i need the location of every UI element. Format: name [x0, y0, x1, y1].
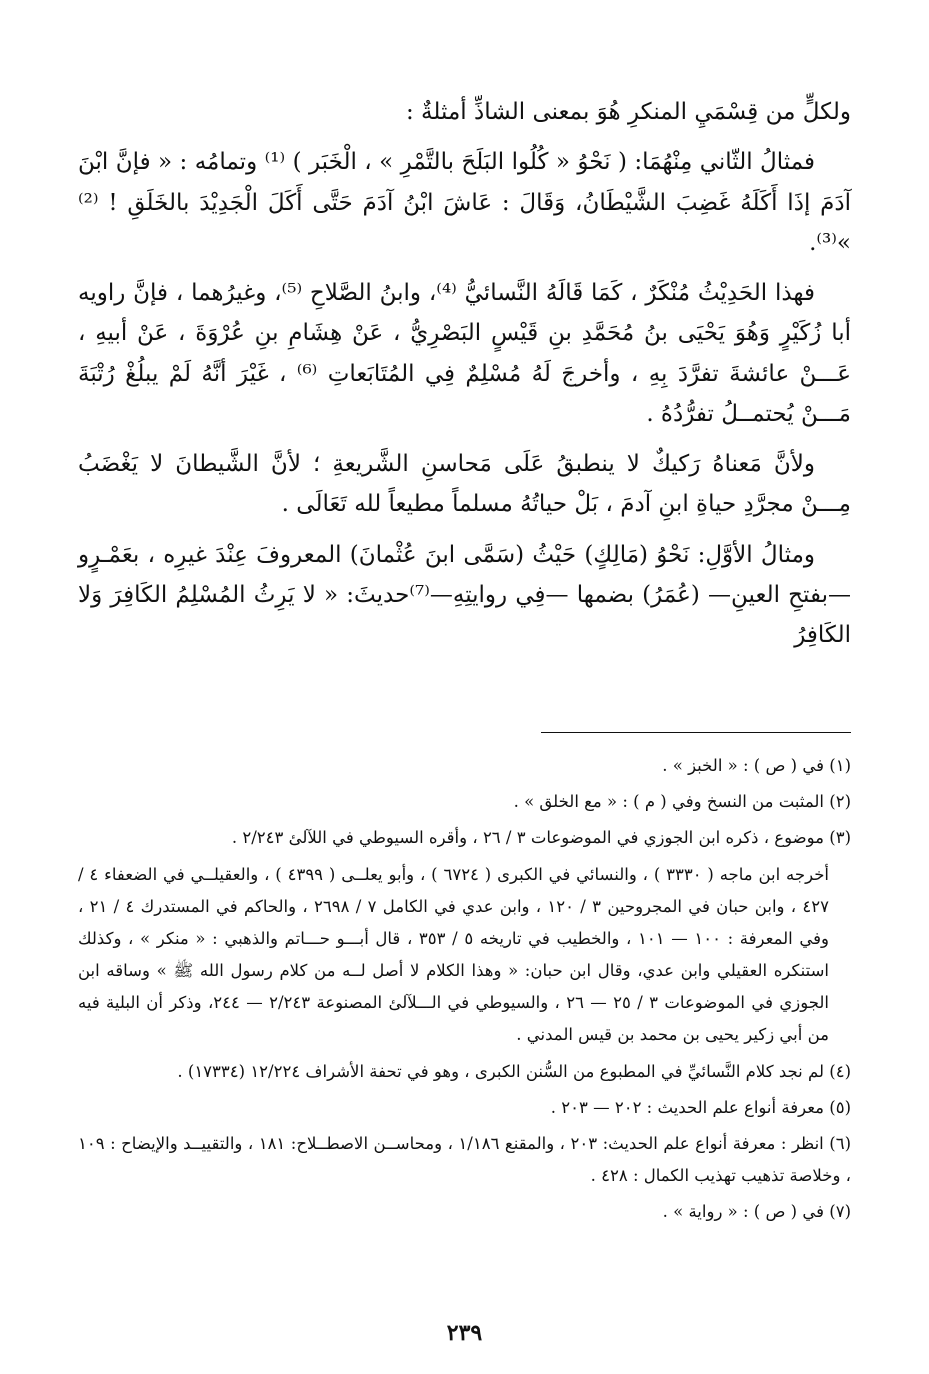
footnote-7: (٧) في ( ص ) : « رواية » .	[662, 1202, 851, 1222]
book-page	[78, 92, 851, 1374]
paragraph-meaning: ولأنَّ مَعناهُ رَكيكٌ لا ينطبقُ عَلَى مَحاسنِ الشَّريعةِ ؛ لأنَّ الشَّيطانَ لا يَغْضَبُ مِـــنْ مجرَّدِ حياةِ ابنِ آدمَ ، بَلْ حياتُهُ مسلماً مطيعاً لله تَعَالَى .	[78, 451, 851, 518]
footnote-5: (٥) معرفة أنواع علم الحديث : ٢٠٢ — ٢٠٣ .	[550, 1097, 851, 1117]
footnote-1: (١) في ( ص ) : « الخبز » .	[662, 756, 851, 775]
footnote-4: (٤) لم نجد كلام النَّسائيِّ في المطبوع من السُّنن الكبرى ، وهو في تحفة الأشراف ١٢/٢٢٤ (١٧٣٣٤) .	[177, 1061, 851, 1081]
paragraph-example-first: ومثالُ الأوَّلِ: نَحْوُ (مَالِكٍ) حَيْثُ (سَمَّى ابنَ عُثْمانَ) المعروفَ عِنْدَ غيرِه ، بعَمْـرٍو —بفتحِ العينِ— (عُمَرُ) بضمها —فِي روايتِهِ—⁽⁷⁾حديثَ: « لا يَرِثُ المُسْلِمُ الكَافِرَ وَلا الكَافِرُ	[78, 541, 852, 648]
paragraph-intro: ولكلٍّ من قِسْمَيِ المنكرِ هُوَ بمعنى الشاذِّ أمثلةٌ :	[406, 99, 851, 125]
footnote-separator	[541, 732, 851, 733]
footnotes	[78, 750, 851, 1232]
paragraph-example-second: فمثالُ الثّاني مِنْهُمَا: ( نَحْوُ « كُلُوا البَلَحَ بالتَّمْرِ » ، الْخَبَر ) ⁽¹⁾ وتمامُه : « فإنَّ ابْنَ آدَمَ إذَا أَكَلَهُ غَضِبَ الشَّيْطَانُ، وَقَالَ : عَاشَ ابْنُ آدَمَ حَتَّى أَكَلَ الْجَدِيْدَ بالخَلَقِ ! ⁽²⁾ »⁽³⁾.	[78, 149, 851, 256]
page-number: ٢٣٩	[446, 1320, 483, 1346]
paragraph-hadith-munkar: فهذا الحَدِيْثُ مُنْكَرٌ ، كَمَا قَالَهُ النَّسائيُّ ⁽⁴⁾، وابنُ الصَّلاحِ ⁽⁵⁾، وغيرُهما ، فإنَّ راويه أبا زُكَيْرٍ وَهُوَ يَحْيَى بنُ مُحَمَّدِ بنِ قَيْسٍ البَصْرِيُّ ، عَنْ هِشَامِ بنِ عُرْوَةَ ، عَنْ أبيهِ ، عَـــنْ عائشةَ تفرَّدَ بِهِ ، وأخرجَ لَهُ مُسْلِمٌ فِي المُتَابَعاتِ ⁽⁶⁾ ، غَيْرَ أنَّهُ لَمْ يبلُغْ رُتْبَةَ مَـــنْ يُحتمــلُ تفرُّدُهُ .	[78, 280, 851, 427]
footnote-6: (٦) انظر : معرفة أنواع علم الحديث: ٢٠٣ ، والمقنع ١/١٨٦ ، ومحاســن الاصطــلاح: ١٨١ ، والتقييــد والإيضاح : ١٠٩ ، وخلاصة تذهيب تهذيب الكمال : ٤٢٨ .	[78, 1133, 852, 1186]
main-text	[78, 92, 851, 655]
footnote-2: (٢) المثبت من النسخ وفي ( م ) : « مع الخلق » .	[513, 792, 851, 812]
footnote-3-continuation: أخرجه ابن ماجه ( ٣٣٣٠ ) ، والنسائي في الكبرى ( ٦٧٢٤ ) ، وأبو يعلــى ( ٤٣٩٩ ) ، والعقيلــي في الضعفاء ٤ / ٤٢٧ ، وابن حبان في المجروحين ٣ / ١٢٠ ، وابن عدي في الكامل ٧ / ٢٦٩٨ ، والحاكم في المستدرك ٤ / ٢١ ، وفي المعرفة : ١٠٠ — ١٠١ ، والخطيب في تاريخه ٥ / ٣٥٣ ، قال أبـــو حـــاتم والذهبي : « منكر » ، وكذلك استنكره العقيلي وابن عدي، وقال ابن حبان: « وهذا الكلام لا أصل لــه من كلام رسول الله ﷺ » وساقه ابن الجوزي في الموضوعات ٣ / ٢٥ — ٢٦ ، والسيوطي في الـــلآلئ المصنوعة ٢/٢٤٣ — ٢٤٤، وذكر أن البلية فيه من أبي زكير يحيى بن محمد بن قيس المدني .	[78, 864, 829, 1045]
footnote-3: (٣) موضوع ، ذكره ابن الجوزي في الموضوعات ٣ / ٢٦ ، وأقره السيوطي في اللآلئ ٢/٢٤٣ .	[231, 828, 851, 848]
